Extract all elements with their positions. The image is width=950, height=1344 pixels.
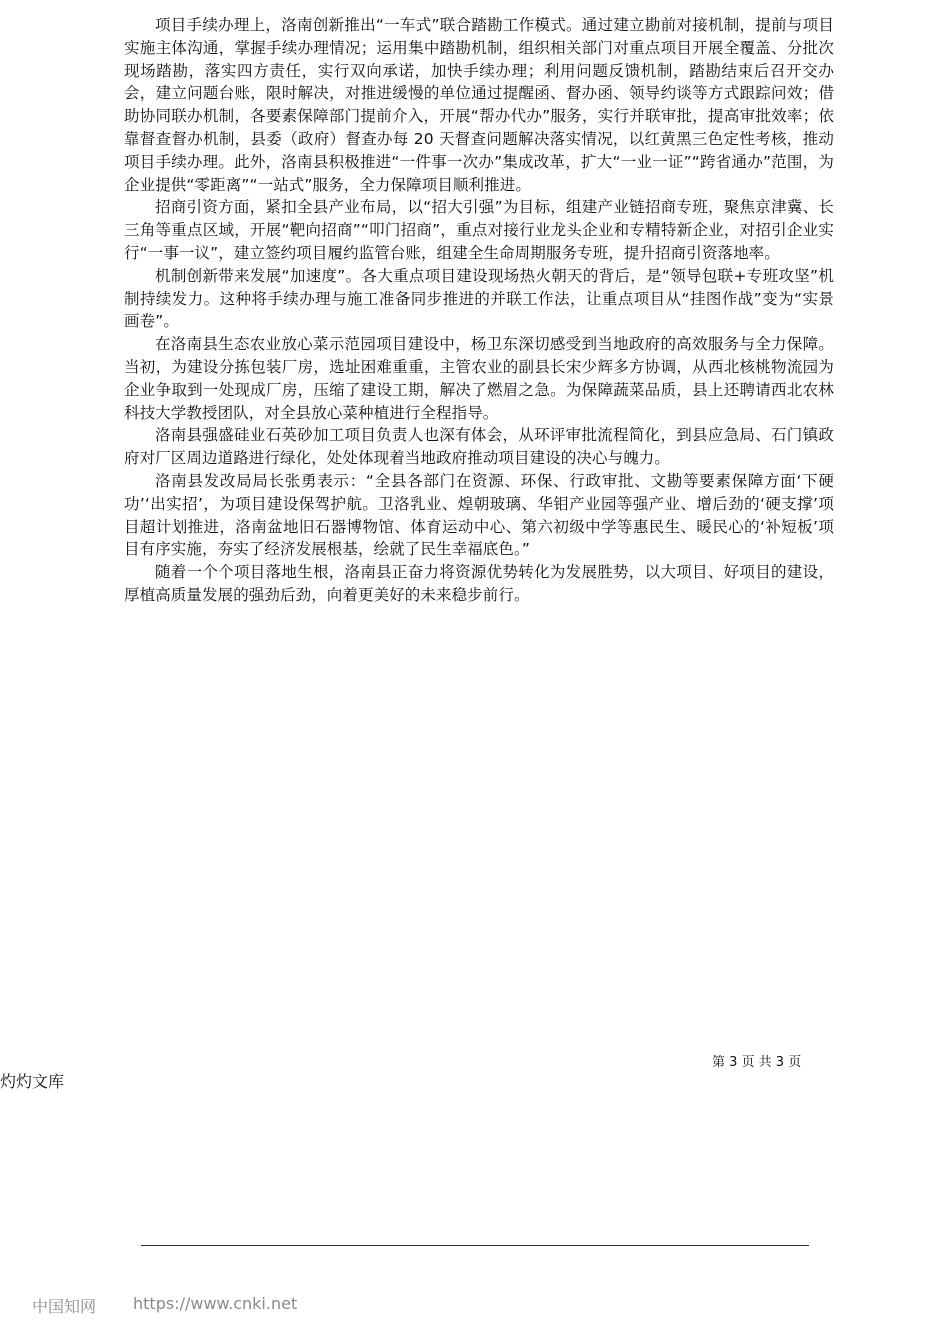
library-name: 灼灼文库: [0, 1072, 65, 1091]
paragraph-conclusion: 随着一个个项目落地生根，洛南县正奋力将资源优势转化为发展胜势，以大项目、好项目的建设，厚植高质量发展的强劲后劲，向着更美好的未来稳步前行。: [124, 563, 834, 604]
footer-brand: 中国知网: [32, 1297, 97, 1316]
paragraph-procedures: 项目手续办理上，洛南创新推出“一车式”联合踏勘工作模式。通过建立勘前对接机制，提前与项目实施主体沟通，掌握手续办理情况；运用集中踏勘机制，组织相关部门对重点项目开展全覆盖、分批次现场踏勘，落实四方责任，实行双向承诺，加快手续办理；利用问题反馈机制，踏勘结束后召开交办会，建立问题台账，限时解决，对推进缓慢的单位通过提醒函、督办函、领导约谈等方式跟踪问效；借助协同联办机制，各要素保障部门提前介入，开展“帮办代办”服务，实行并联审批，提高审批效率；依靠督查督办机制，县委（政府）督查办每 20 天督查问题解决落实情况，以红黄黑三色定性考核，推动项目手续办理。此外，洛南县积极推进“一件事一次办”集成改革，扩大“一业一证”“跨省通办”范围，为企业提供“零距离”“一站式”服务，全力保障项目顺利推进。: [124, 16, 834, 194]
paragraph-quartz-project: 洛南县强盛硅业石英砂加工项目负责人也深有体会，从环评审批流程简化，到县应急局、石门镇政府对厂区周边道路进行绿化，处处体现着当地政府推动项目建设的决心与魄力。: [124, 426, 834, 468]
paragraph-agriculture-park: 在洛南县生态农业放心菜示范园项目建设中，杨卫东深切感受到当地政府的高效服务与全力保障。当初，为建设分拣包装厂房，选址困难重重，主管农业的副县长宋少辉多方协调，从西北核桃物流园为企业争取到一处现成厂房，压缩了建设工期，解决了燃眉之急。为保障蔬菜品质，县上还聘请西北农林科技大学教授团队，对全县放心菜种植进行全程指导。: [124, 335, 834, 422]
paragraph-director-quote: 洛南县发改局局长张勇表示：“全县各部门在资源、环保、行政审批、文勘等要素保障方面‘下硬功’‘出实招’，为项目建设保驾护航。卫洛乳业、煌朝玻璃、华钼产业园等强产业、增后劲的‘硬支撑’项目超计划推进，洛南盆地旧石器博物馆、体育运动中心、第六初级中学等惠民生、暖民心的‘补短板’项目有序实施，夯实了经济发展根基，绘就了民生幸福底色。”: [124, 471, 834, 559]
paragraph-mechanism: 机制创新带来发展“加速度”。各大重点项目建设现场热火朝天的背后，是“领导包联+专班攻坚”机制持续发力。这种将手续办理与施工准备同步推进的并联工作法，让重点项目从“挂图作战”变为“实景画卷”。: [124, 266, 834, 331]
footer-url-link[interactable]: https://www.cnki.net: [133, 1294, 298, 1313]
article-body: [124, 14, 834, 607]
paragraph-investment: 招商引资方面，紧扣全县产业布局，以“招大引强”为目标，组建产业链招商专班，聚焦京津冀、长三角等重点区域，开展“靶向招商”“叩门招商”，重点对接行业龙头企业和专精特新企业，对招引企业实行“一事一议”，建立签约项目履约监管台账，组建全生命周期服务专班，提升招商引资落地率。: [124, 198, 834, 262]
page-number: 第 3 页 共 3 页: [712, 1055, 802, 1070]
footer-divider: [141, 1245, 809, 1246]
